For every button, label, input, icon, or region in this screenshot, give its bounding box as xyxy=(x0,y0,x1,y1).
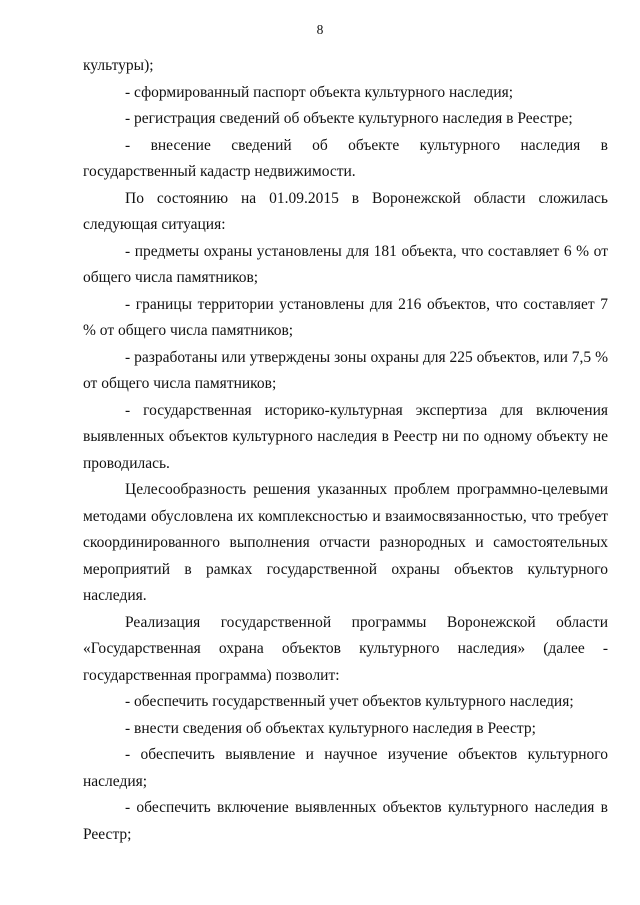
paragraph-program-implementation: Реализация государственной программы Воронежской области «Государственная охрана объектов культурного наследия» (далее - государственная программа) позволит: xyxy=(83,613,608,684)
page-number: 8 xyxy=(316,22,324,37)
list-item-enter-registry: - внести сведения об объектах культурного наследия в Реестр; xyxy=(125,719,536,737)
paragraph-situation: По состоянию на 01.09.2015 в Воронежской области сложилась следующая ситуация: xyxy=(83,189,608,233)
paragraph-expediency: Целесообразность решения указанных проблем программно-целевыми методами обусловлена их комплексностью и взаимосвязанностью, что требует скоординированного выполнения отчасти разнородных и самостоятельных мероприятий в рамках государственной охраны объектов культурного наследия. xyxy=(83,481,608,604)
list-item-identification-study: - обеспечить выявление и научное изучение объектов культурного наследия; xyxy=(83,746,608,790)
paragraph-continuation: культуры); xyxy=(83,57,154,74)
list-item-protection-zones: - разработаны или утверждены зоны охраны для 225 объектов, или 7,5 % от общего числа памятников; xyxy=(83,348,608,392)
list-item-cadastre: - внесение сведений об объекте культурного наследия в государственный кадастр недвижимости. xyxy=(83,136,608,180)
list-item-territory-borders: - границы территории установлены для 216 объектов, что составляет 7 % от общего числа памятников; xyxy=(83,295,608,339)
list-item-registration: - регистрация сведений об объекте культурного наследия в Реестре; xyxy=(125,110,573,127)
document-body xyxy=(83,53,608,848)
list-item-passport: - сформированный паспорт объекта культурного наследия; xyxy=(125,83,514,101)
list-item-state-registration: - обеспечить государственный учет объектов культурного наследия; xyxy=(125,693,574,710)
list-item-inclusion-registry: - обеспечить включение выявленных объектов культурного наследия в Реестр; xyxy=(83,799,608,843)
list-item-protection-subjects: - предметы охраны установлены для 181 объекта, что составляет 6 % от общего числа памятников; xyxy=(83,242,608,286)
list-item-expertise: - государственная историко-культурная экспертиза для включения выявленных объектов культурного наследия в Реестр ни по одному объекту не проводилась. xyxy=(83,401,608,472)
